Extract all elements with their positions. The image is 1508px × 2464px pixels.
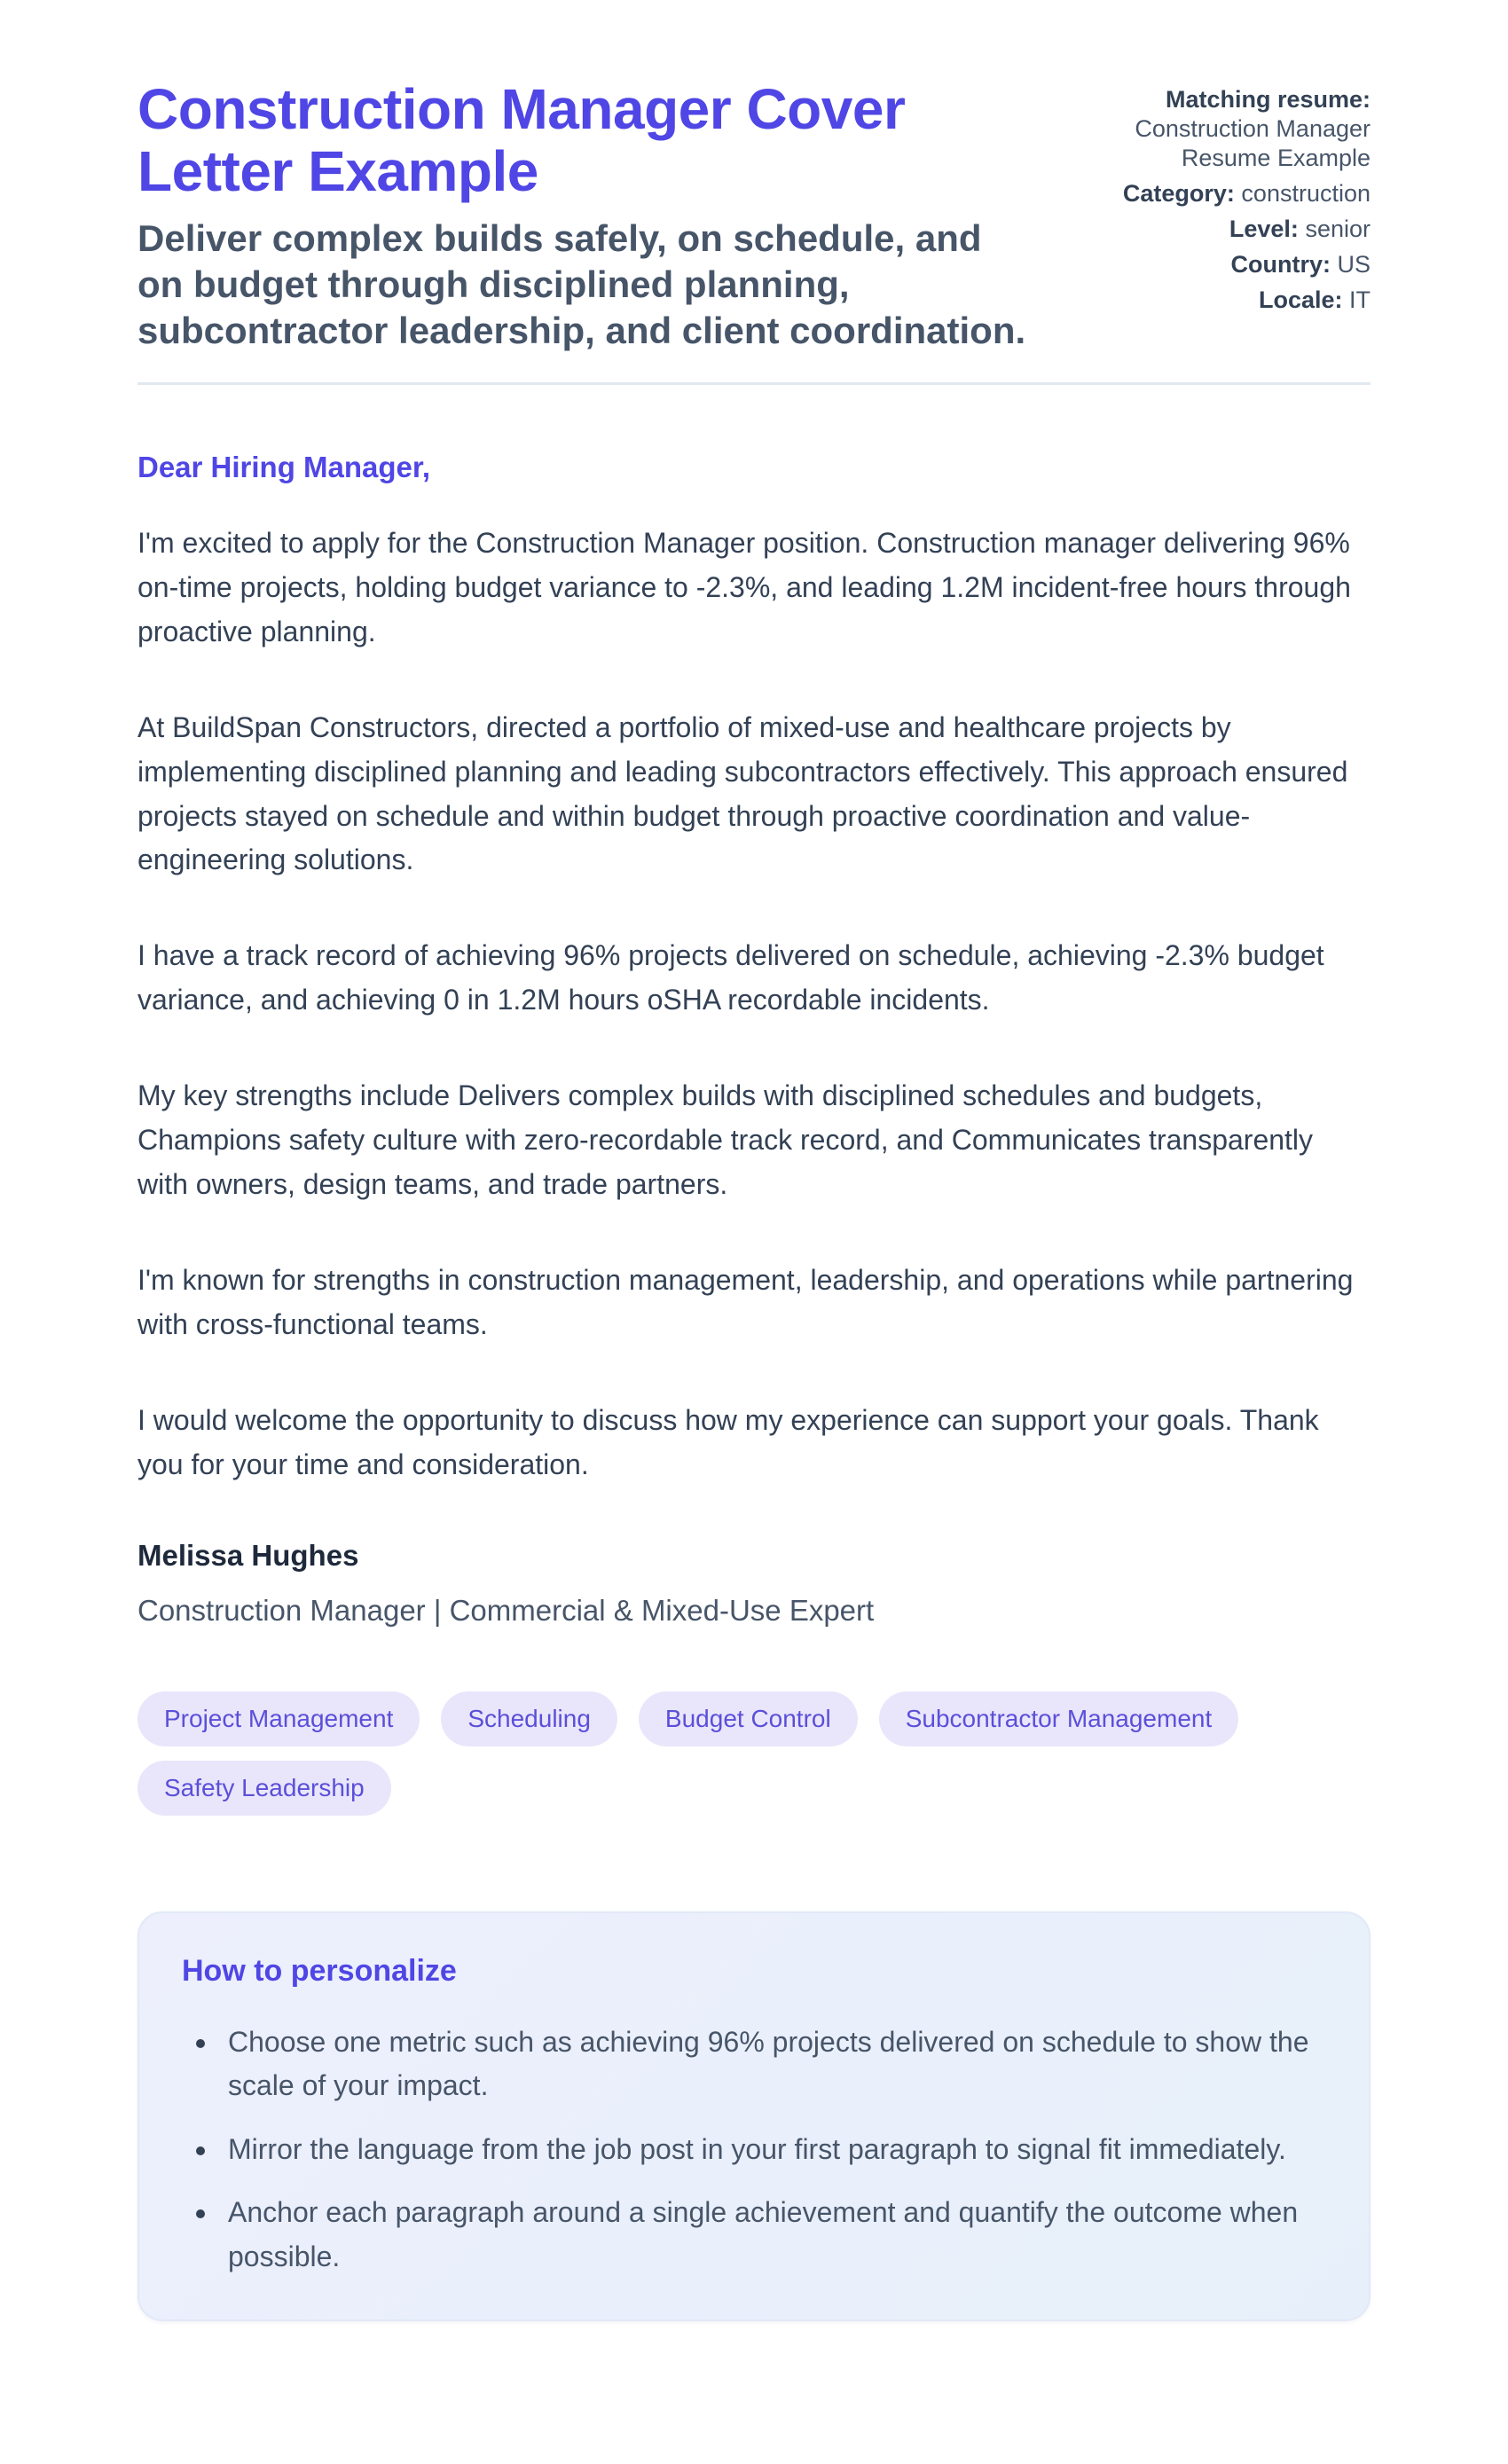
page-header (137, 78, 1371, 354)
meta-label: Locale: (1258, 286, 1343, 313)
paragraph: I'm excited to apply for the Construction Manager position. Construction manager delivering 96% on-time projects, holding budget variance to -2.3%, and leading 1.2M incident-free hours through proactive planning. (137, 527, 1351, 647)
cover-letter-body (137, 451, 1371, 1628)
meta-value: senior (1305, 215, 1371, 242)
meta-value: IT (1349, 286, 1371, 313)
tips-list (182, 2021, 1326, 2280)
header-title-block (137, 78, 1033, 354)
meta-item-country (1096, 250, 1371, 279)
tips-title: How to personalize (182, 1953, 457, 1988)
meta-label: Country: (1230, 250, 1331, 278)
meta-label: Category: (1122, 179, 1235, 207)
skill-tag-list (137, 1691, 1317, 1816)
tips-item: • Mirror the language from the job post in your first paragraph to signal fit immediately. (219, 2128, 1326, 2172)
paragraph: I would welcome the opportunity to discuss how my experience can support your goals. Thank you for your time and consideration. (137, 1403, 1319, 1480)
meta-value: Construction Manager Resume Example (1135, 114, 1371, 171)
paragraph: My key strengths include Delivers complex builds with disciplined schedules and budgets, Champions safety culture with zero-recordable track record, and Communicates transparently with owners, design teams, and trade partners. (137, 1079, 1314, 1200)
greeting: Dear Hiring Manager, (137, 451, 431, 484)
skill-tag[interactable]: Scheduling (441, 1691, 617, 1746)
signature-name: Melissa Hughes (137, 1538, 359, 1572)
page-container (137, 0, 1371, 2321)
page-subtitle: Deliver complex builds safely, on schedule, and on budget through disciplined planning, subcontractor leadership, and client coordination. (137, 216, 1026, 351)
header-divider (137, 382, 1371, 385)
paragraph: I have a track record of achieving 96% projects delivered on schedule, achieving -2.3% budget variance, and achieving 0 in 1.2M hours oSHA recordable incidents. (137, 939, 1324, 1016)
skill-tag[interactable]: Safety Leadership (137, 1761, 391, 1816)
tips-item: • Anchor each paragraph around a single achievement and quantify the outcome when possible. (219, 2191, 1326, 2279)
meta-label: Level: (1229, 215, 1299, 242)
paragraph: I'm known for strengths in construction management, leadership, and operations while partnering with cross-functional teams. (137, 1263, 1354, 1340)
meta-item-level (1096, 215, 1371, 244)
paragraph: At BuildSpan Constructors, directed a portfolio of mixed-use and healthcare projects by implementing disciplined planning and leading subcontractors effectively. This approach ensured projects stayed on schedule and within budget through proactive coordination and value-engineering solutions. (137, 710, 1348, 876)
page-title: Construction Manager Cover Letter Example (137, 77, 906, 204)
meta-value: US (1337, 250, 1371, 278)
tips-card (137, 1911, 1371, 2322)
skill-tag[interactable]: Budget Control (639, 1691, 858, 1746)
meta-value: construction (1241, 179, 1371, 207)
tips-item: • Choose one metric such as achieving 96% projects delivered on schedule to show the scale of your impact. (219, 2021, 1326, 2108)
meta-label: Matching resume: (1165, 86, 1371, 113)
meta-item-category (1096, 179, 1371, 208)
skill-tag[interactable]: Subcontractor Management (879, 1691, 1239, 1746)
meta-item-locale (1096, 286, 1371, 315)
skill-tag[interactable]: Project Management (137, 1691, 420, 1746)
signature-block (137, 1539, 1371, 1628)
resume-meta-panel (1096, 78, 1371, 321)
signature-role: Construction Manager | Commercial & Mixed-Use Expert (137, 1593, 875, 1627)
meta-item-matching-resume (1096, 85, 1371, 173)
